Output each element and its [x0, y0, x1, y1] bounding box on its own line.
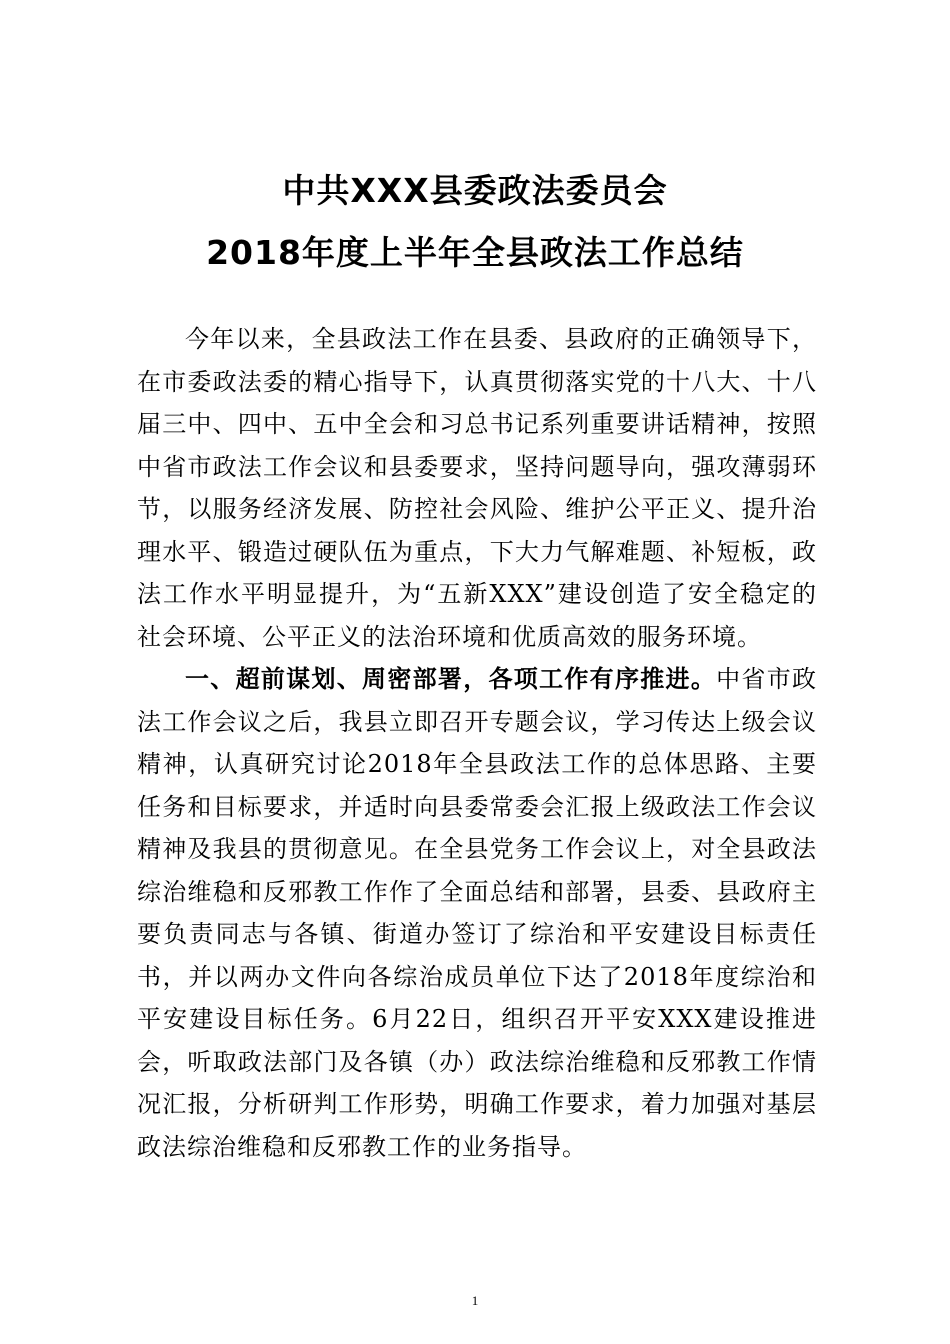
body-paragraph [137, 658, 817, 1168]
paragraph-text: 中省市政法工作会议之后，我县立即召开专题会议，学习传达上级会议精神，认真研究讨论2018年全县政法工作的总体思路、主要任务和目标要求，并适时向县委常委会汇报上级政法工作会议精神及我县的贯彻意见。在全县党务工作会议上，对全县政法综治维稳和反邪教工作作了全面总结和部署，县委、县政府主要负责同志与各镇、街道办签订了综治和平安建设目标责任书，并以两办文件向各综治成员单位下达了2018年度综治和平安建设目标任务。6月22日，组织召开平安XXX建设推进会，听取政法部门及各镇（办）政法综治维稳和反邪教工作情况汇报，分析研判工作形势，明确工作要求，着力加强对基层政法综治维稳和反邪教工作的业务指导。 [137, 665, 817, 1161]
title-line-report: 2018年度上半年全县政法工作总结 [206, 233, 744, 272]
document-title [0, 160, 950, 284]
section-heading: 一、超前谋划、周密部署，各项工作有序推进。 [185, 665, 717, 693]
document-body [137, 318, 817, 1168]
page-number: 1 [471, 1293, 479, 1308]
body-paragraph [137, 318, 817, 658]
title-line-organization: 中共XXX县委政法委员会 [282, 171, 668, 210]
paragraph-text: 今年以来，全县政法工作在县委、县政府的正确领导下，在市委政法委的精心指导下，认真贯彻落实党的十八大、十八届三中、四中、五中全会和习总书记系列重要讲话精神，按照中省市政法工作会议和县委要求，坚持问题导向，强攻薄弱环节，以服务经济发展、防控社会风险、维护公平正义、提升治理水平、锻造过硬队伍为重点，下大力气解难题、补短板，政法工作水平明显提升，为“五新XXX”建设创造了安全稳定的社会环境、公平正义的法治环境和优质高效的服务环境。 [137, 325, 817, 651]
